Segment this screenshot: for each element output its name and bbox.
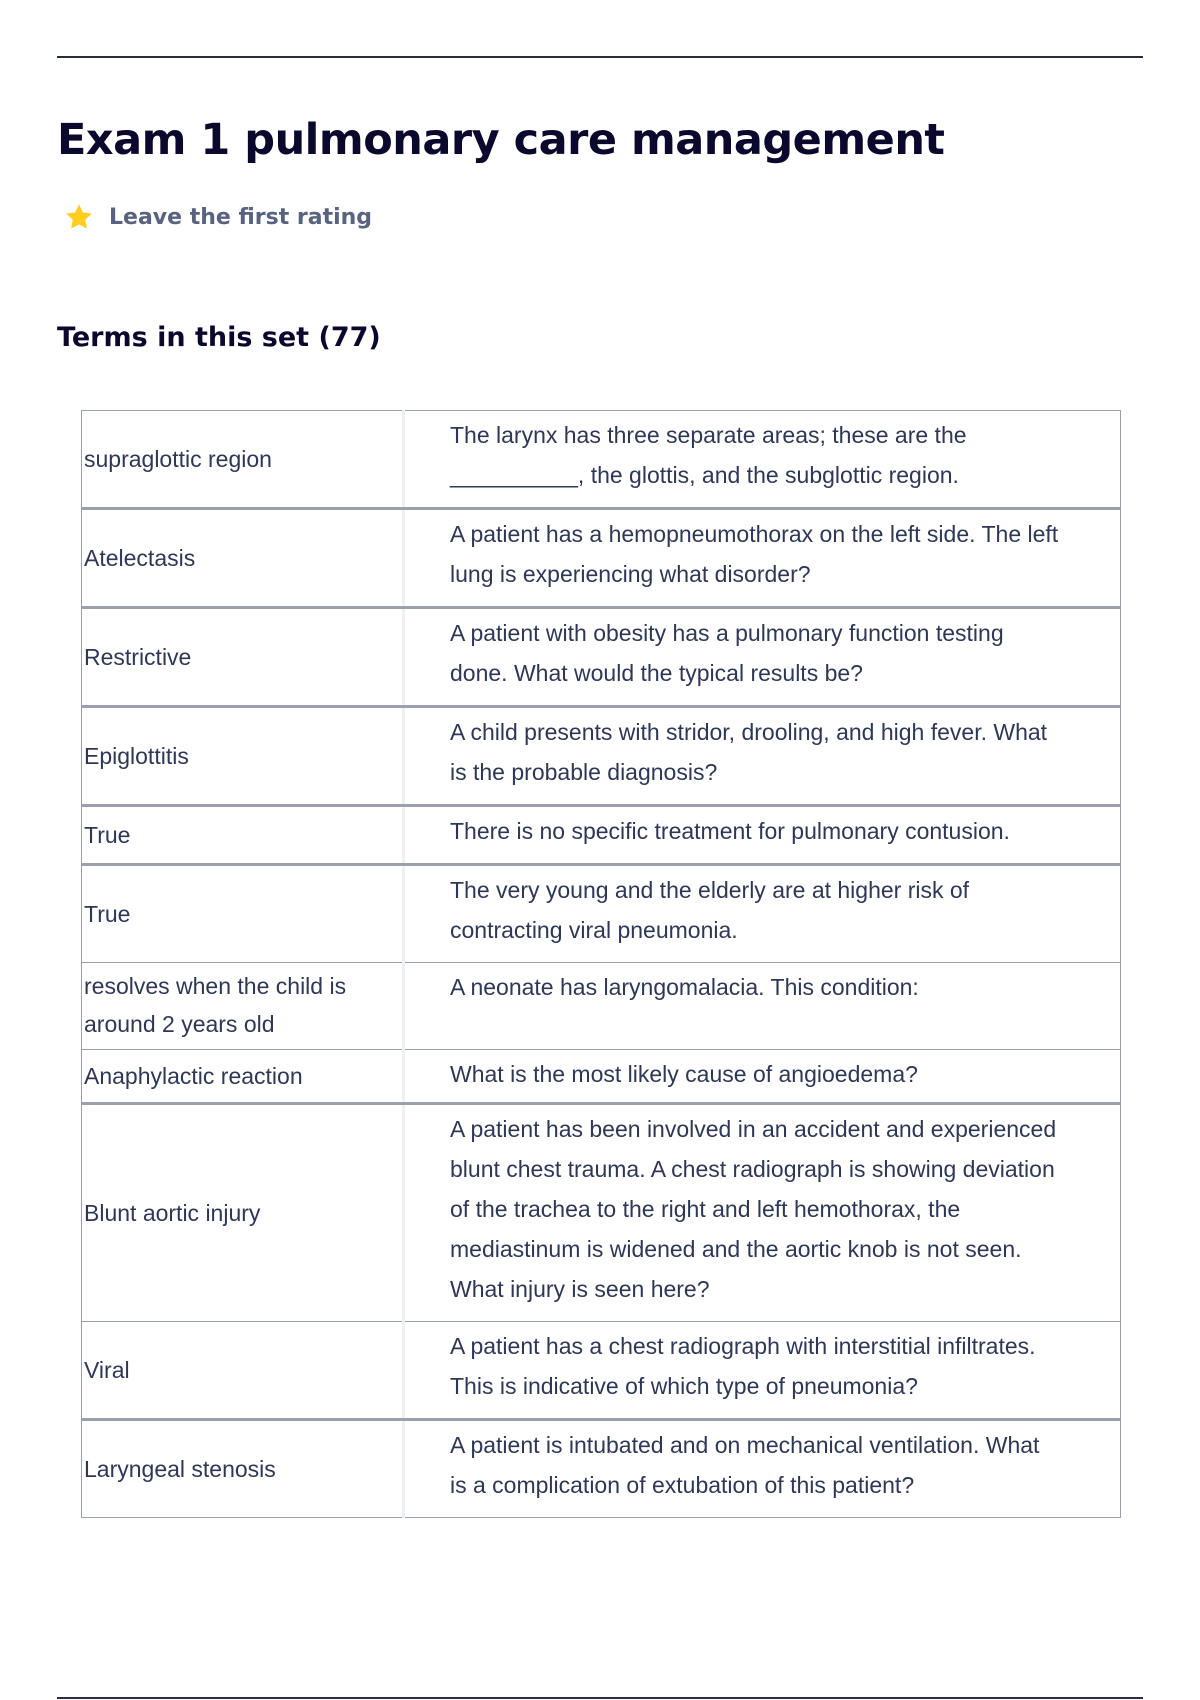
definition-cell: A neonate has laryngomalacia. This condition: [404,963,1121,1050]
table-row [82,509,1121,608]
definition-cell: A patient has been involved in an accident and experienced blunt chest trauma. A chest radiograph is showing deviation of the trachea to the right and left hemothorax, the mediastinum is widened and the aortic knob is not seen. What injury is seen here? [404,1104,1121,1322]
table-row [82,1420,1121,1518]
definition-cell: There is no specific treatment for pulmonary contusion. [404,806,1121,865]
table-row [82,707,1121,806]
page-title: Exam 1 pulmonary care management [57,115,945,165]
table-row [82,1104,1121,1322]
term-cell: resolves when the child is around 2 years old [82,963,404,1050]
table-row [82,1050,1121,1104]
star-icon [64,202,94,232]
table-row [82,608,1121,707]
table-row [82,411,1121,509]
term-cell: Laryngeal stenosis [82,1420,404,1518]
definition-cell: A patient has a chest radiograph with interstitial infiltrates. This is indicative of which type of pneumonia? [404,1322,1121,1420]
rating-link[interactable] [64,200,372,234]
definition-cell: What is the most likely cause of angioedema? [404,1050,1121,1104]
bottom-divider [57,1697,1143,1699]
table-row [82,963,1121,1050]
rating-label[interactable]: Leave the first rating [109,204,373,230]
table-row [82,865,1121,963]
definition-cell: The very young and the elderly are at higher risk of contracting viral pneumonia. [404,865,1121,963]
term-cell: supraglottic region [82,411,404,509]
terms-heading: Terms in this set (77) [57,322,381,353]
terms-table [81,410,1121,1518]
top-divider [57,56,1143,58]
term-cell: Viral [82,1322,404,1420]
definition-cell: The larynx has three separate areas; these are the __________, the glottis, and the subglottic region. [404,411,1121,509]
definition-cell: A patient has a hemopneumothorax on the left side. The left lung is experiencing what disorder? [404,509,1121,608]
term-cell: Anaphylactic reaction [82,1050,404,1104]
definition-cell: A patient with obesity has a pulmonary function testing done. What would the typical results be? [404,608,1121,707]
term-cell: Epiglottitis [82,707,404,806]
term-cell: True [82,806,404,865]
term-cell: True [82,865,404,963]
term-cell: Restrictive [82,608,404,707]
table-row [82,806,1121,865]
definition-cell: A child presents with stridor, drooling, and high fever. What is the probable diagnosis? [404,707,1121,806]
term-cell: Atelectasis [82,509,404,608]
definition-cell: A patient is intubated and on mechanical ventilation. What is a complication of extubation of this patient? [404,1420,1121,1518]
term-cell: Blunt aortic injury [82,1104,404,1322]
table-row [82,1322,1121,1420]
